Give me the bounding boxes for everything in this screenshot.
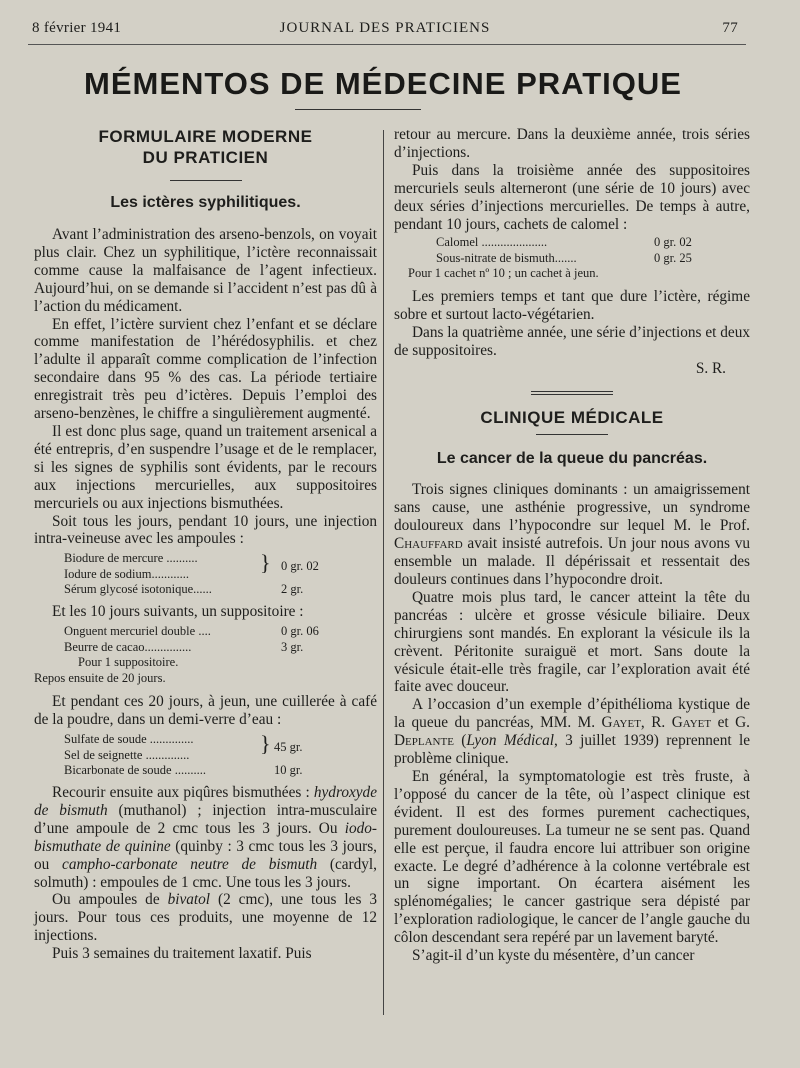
paragraph: Il est donc plus sage, quand un traitement arsenical a été entrepris, d’en suspendre l’usage et de le remplacer, si les signes de syphilis sont évidents, par le recours aux injections mercurielles, aux suppositoires mercuriels ou aux injections bismuthées. xyxy=(34,422,377,512)
article-subtitle-icteres: Les ictères syphilitiques. xyxy=(110,194,301,211)
paragraph: En général, la symptomatologie est très fruste, à l’opposé du cancer de la tête, où l’aspect clinique est évident. Il est des formes purement cachectiques, purement douloureuses. La tumeur ne se sent pas. Quand elle est perçue, il faudra encore lui attribuer son origine exacte. Le degré d’adhérence à la colonne vertébrale est un signe important. On écartera aisément les splénomégalies; le cancer gastrique sera dépisté par l’exploration radiologique, le cancer de l’angle gauche du côlon descendant sera repéré par un lavement baryté. xyxy=(394,767,750,947)
rx-dose: 0 gr. 02 xyxy=(654,235,692,250)
rx-ingredient: Sulfate de soude .............. xyxy=(64,732,194,747)
paragraph xyxy=(394,481,750,588)
rx-ingredient: Beurre de cacao............... xyxy=(64,639,192,654)
prescription-suppositoire xyxy=(34,624,377,686)
brace: } xyxy=(260,550,271,576)
paragraph xyxy=(394,696,750,768)
running-header xyxy=(32,20,738,40)
author-name: Gayet xyxy=(601,714,641,732)
rx-note: Pour 1 suppositoire. xyxy=(78,655,179,670)
rx-ingredient: Bicarbonate de soude .......... xyxy=(64,763,206,778)
text-run: Trois signes cliniques dominants : un amaigrissement sans cause, une asthénie progressive, un syndrome douloureux dans l’hypocondre sur lequel M. le Prof. xyxy=(394,481,750,535)
rx-ingredient: Sous-nitrate de bismuth....... xyxy=(436,250,577,265)
rx-ingredient: Biodure de mercure .......... xyxy=(64,551,198,566)
text-run: (quinby : 3 cmc tous les 3 jours, ou xyxy=(34,837,377,873)
text-run: et G. xyxy=(711,714,751,732)
rx-ingredient: Sel de seignette .............. xyxy=(64,747,190,762)
text-run: ( xyxy=(453,732,467,750)
prescription-cachets xyxy=(394,235,750,282)
section-title-praticien: DU PRATICIEN xyxy=(142,148,269,167)
rx-dose: 0 gr. 06 xyxy=(281,624,319,639)
signature: S. R. xyxy=(695,359,726,377)
product-name: iodo-bismuthate de quinine xyxy=(34,819,377,855)
text-run: avait insisté autrefois. Un jour nous avons vu ensemble un malade. Il dépérissait et ressentait des douleurs continues dans l’hypocondre droit. xyxy=(394,535,750,588)
title-rule xyxy=(295,109,421,110)
author-name: Deplante xyxy=(394,732,454,750)
author-name: Chauffard xyxy=(394,535,463,553)
paragraph: Et pendant ces 20 jours, à jeun, une cuillerée à café de la poudre, dans un demi-verre d’eau : xyxy=(34,693,377,729)
journal-citation: Lyon Médical xyxy=(466,732,554,750)
header-date: 8 février 1941 xyxy=(32,20,122,36)
right-column xyxy=(394,126,750,965)
paragraph: Les premiers temps et tant que dure l’ictère, régime sobre et surtout lacto-végétarien. xyxy=(394,287,750,323)
paragraph: Dans la quatrième année, une série d’injections et deux de suppositoires. xyxy=(394,323,750,359)
text-run: (muthanol) ; injection intra-musculaire d’une ampoule de 2 cmc tous les 3 jours. Ou xyxy=(34,801,377,837)
brace: } xyxy=(260,731,271,757)
product-name: bivatol xyxy=(167,891,211,909)
prescription-poudre xyxy=(34,732,377,780)
paragraph: Avant l’administration des arseno-benzols, on voyait plus clair. Chez un syphilitique, l’ictère reconnaissait comme cause la malfaisance de l’agent infectieux. Aujourd’hui, on se demande si l’accident n’est pas dû à l’action du médicament. xyxy=(34,226,377,315)
column-divider xyxy=(383,130,384,1015)
rx-dose: 3 gr. xyxy=(281,639,304,654)
prescription-ampoules xyxy=(34,551,377,599)
text-run: Recourir ensuite aux piqûres bismuthées : xyxy=(52,784,314,802)
paragraph xyxy=(34,891,377,945)
text-run: Ou ampoules de xyxy=(52,891,168,909)
section-title-clinique: CLINIQUE MÉDICALE xyxy=(480,408,664,428)
page-title: MÉMENTOS DE MÉDECINE PRATIQUE xyxy=(84,66,682,101)
rx-dose: 10 gr. xyxy=(274,763,303,778)
paragraph: Quatre mois plus tard, le cancer atteint la tête du pancréas : ulcère et grosse vésicule biliaire. Deux chirurgiens sont mandés. En explorant la vésicule ils la crèvent. Péritonite suraiguë et mort. Sans doute la vésicule était-elle très fragile, car l’exploration avait été faite avec douceur. xyxy=(394,588,750,696)
product-name: hydroxyde de bismuth xyxy=(34,784,377,819)
rx-ingredient: Onguent mercuriel double .... xyxy=(64,624,211,639)
paragraph: Puis 3 semaines du traitement laxatif. Puis xyxy=(52,945,312,963)
paragraph: Soit tous les jours, pendant 10 jours, une injection intra-veineuse avec les ampoules : xyxy=(34,512,377,548)
article-subtitle-pancreas: Le cancer de la queue du pancréas. xyxy=(436,450,708,468)
rx-note: Pour 1 cachet nº 10 ; un cachet à jeun. xyxy=(408,266,599,281)
section-title-formulaire: FORMULAIRE MODERNE xyxy=(98,127,313,146)
header-page-number: 77 xyxy=(722,20,738,36)
rx-dose: 0 gr. 25 xyxy=(654,250,692,265)
paragraph: En effet, l’ictère survient chez l’enfant et se déclare comme manifestation de l’hérédosyphilis. et chez l’adulte il apparaît comme complication de l’infection secondaire dans 95 % des cas. La période tertiaire enregistrait très peu d’ictères. Depuis l’emploi des arseno-benzènes, le chiffre a singulièrement augmenté. xyxy=(34,315,377,423)
text-run: (cardyl, solmuth) : empoules de 1 cmc. Une tous les 3 jours. xyxy=(34,855,377,891)
rx-dose: 2 gr. xyxy=(281,582,304,597)
left-column xyxy=(34,126,377,963)
text-run: , 3 juillet 1939) reprennent le problème clinique. xyxy=(394,732,750,768)
paragraph: retour au mercure. Dans la deuxième année, trois séries d’injections. xyxy=(394,126,750,161)
header-rule xyxy=(28,44,746,45)
rx-ingredient: Sérum glycosé isotonique...... xyxy=(64,582,212,597)
text-run: (2 cmc), une tous les 3 jours. Pour tous ces produits, une moyenne de 12 injections. xyxy=(34,891,378,945)
rx-dose: 45 gr. xyxy=(274,740,303,755)
header-journal-name: JOURNAL DES PRATICIENS xyxy=(279,20,491,36)
paragraph: Puis dans la troisième année des suppositoires mercuriels seuls alterneront (une série de 10 jours) avec deux séries d’injections mercurielles. De temps à autre, pendant 10 jours, cachets de calomel : xyxy=(394,161,750,233)
rx-note: Repos ensuite de 20 jours. xyxy=(34,670,166,685)
text-run: A l’occasion d’un exemple d’épithélioma kystique de la queue du pancréas, MM. M. xyxy=(394,696,750,732)
paragraph: S’agit-il d’un kyste du mésentère, d’un cancer xyxy=(412,947,695,965)
product-name: campho-carbonate neutre de bismuth xyxy=(62,855,318,873)
rx-ingredient: Iodure de sodium............ xyxy=(64,566,189,581)
author-name: Gayet xyxy=(671,714,712,732)
rx-dose: 0 gr. 02 xyxy=(281,559,319,574)
paragraph xyxy=(34,784,377,891)
rx-ingredient: Calomel ..................... xyxy=(436,235,548,250)
text-run: , R. xyxy=(640,714,672,732)
paragraph: Et les 10 jours suivants, un suppositoire : xyxy=(52,603,304,621)
